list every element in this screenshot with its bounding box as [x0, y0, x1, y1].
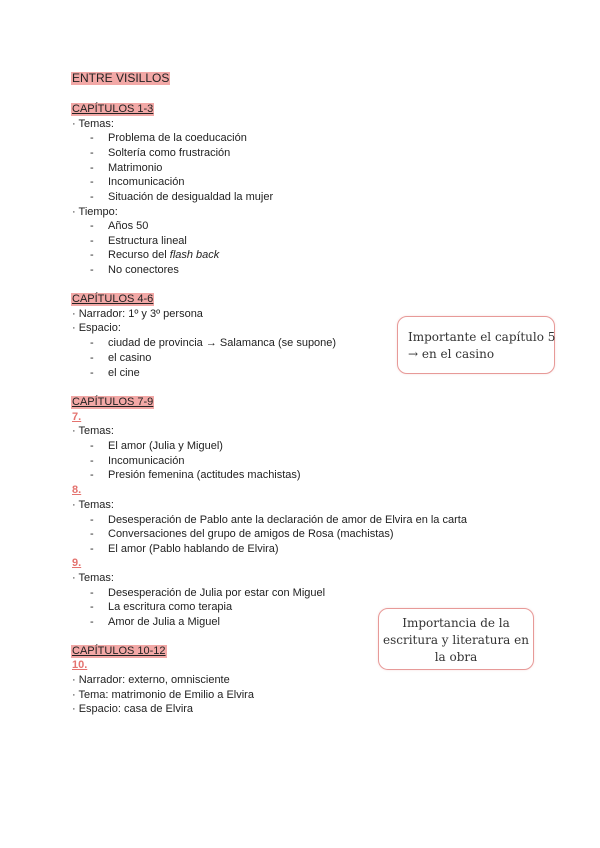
temas-label: · Temas: [72, 425, 114, 437]
chapter-number-7: 7. [72, 411, 82, 423]
list-item: - Recurso del flash back [90, 249, 220, 261]
tiempo-label: · Tiempo: [72, 206, 118, 218]
list-item: - Incomunicación [90, 455, 185, 467]
temas-label: · Temas: [72, 118, 114, 130]
espacio-label: · Espacio: [72, 322, 121, 334]
list-item: - La escritura como terapia [90, 601, 233, 613]
list-item: - El amor (Pablo hablando de Elvira) [90, 543, 279, 555]
list-item: - Desesperación de Pablo ante la declaración de amor de Elvira en la carta [90, 514, 467, 526]
narrador-line: · Narrador: 1º y 3º persona [72, 308, 203, 320]
list-item: - Soltería como frustración [90, 147, 231, 159]
list-item: - Problema de la coeducación [90, 132, 247, 144]
list-item: - Conversaciones del grupo de amigos de Rosa (machistas) [90, 528, 394, 540]
list-item: - El amor (Julia y Miguel) [90, 440, 223, 452]
temas-label: · Temas: [72, 499, 114, 511]
chapter-number-9: 9. [72, 557, 82, 569]
chapter-number-8: 8. [72, 484, 82, 496]
list-item: - ciudad de provincia → Salamanca (se supone) [90, 337, 337, 349]
section-heading-4-6: CAPÍTULOS 4-6 [72, 293, 154, 305]
list-item: - Presión femenina (actitudes machistas) [90, 469, 301, 481]
list-item: - Estructura lineal [90, 235, 187, 247]
list-item: - el cine [90, 367, 140, 379]
chapter-number-10: 10. [72, 659, 88, 671]
annotation-note-escritura: Importancia de la escritura y literatura en la obra [378, 608, 534, 670]
temas-label: · Temas: [72, 572, 114, 584]
list-item: - el casino [90, 352, 152, 364]
list-item: - Incomunicación [90, 176, 185, 188]
list-item: - Desesperación de Julia por estar con Miguel [90, 587, 326, 599]
list-item: - Situación de desigualdad la mujer [90, 191, 274, 203]
annotation-note-capitulo-5: Importante el capítulo 5 → en el casino [397, 316, 555, 374]
tema-line: · Tema: matrimonio de Emilio a Elvira [72, 689, 254, 701]
list-item: - No conectores [90, 264, 179, 276]
list-item: - Años 50 [90, 220, 149, 232]
document-title: ENTRE VISILLOS [72, 71, 170, 85]
list-item: - Matrimonio [90, 162, 163, 174]
section-heading-7-9: CAPÍTULOS 7-9 [72, 396, 154, 408]
espacio-line: · Espacio: casa de Elvira [72, 703, 194, 715]
list-item: - Amor de Julia a Miguel [90, 616, 220, 628]
section-heading-10-12: CAPÍTULOS 10-12 [72, 645, 166, 657]
section-heading-1-3: CAPÍTULOS 1-3 [72, 103, 154, 115]
narrador-line: · Narrador: externo, omnisciente [72, 674, 230, 686]
